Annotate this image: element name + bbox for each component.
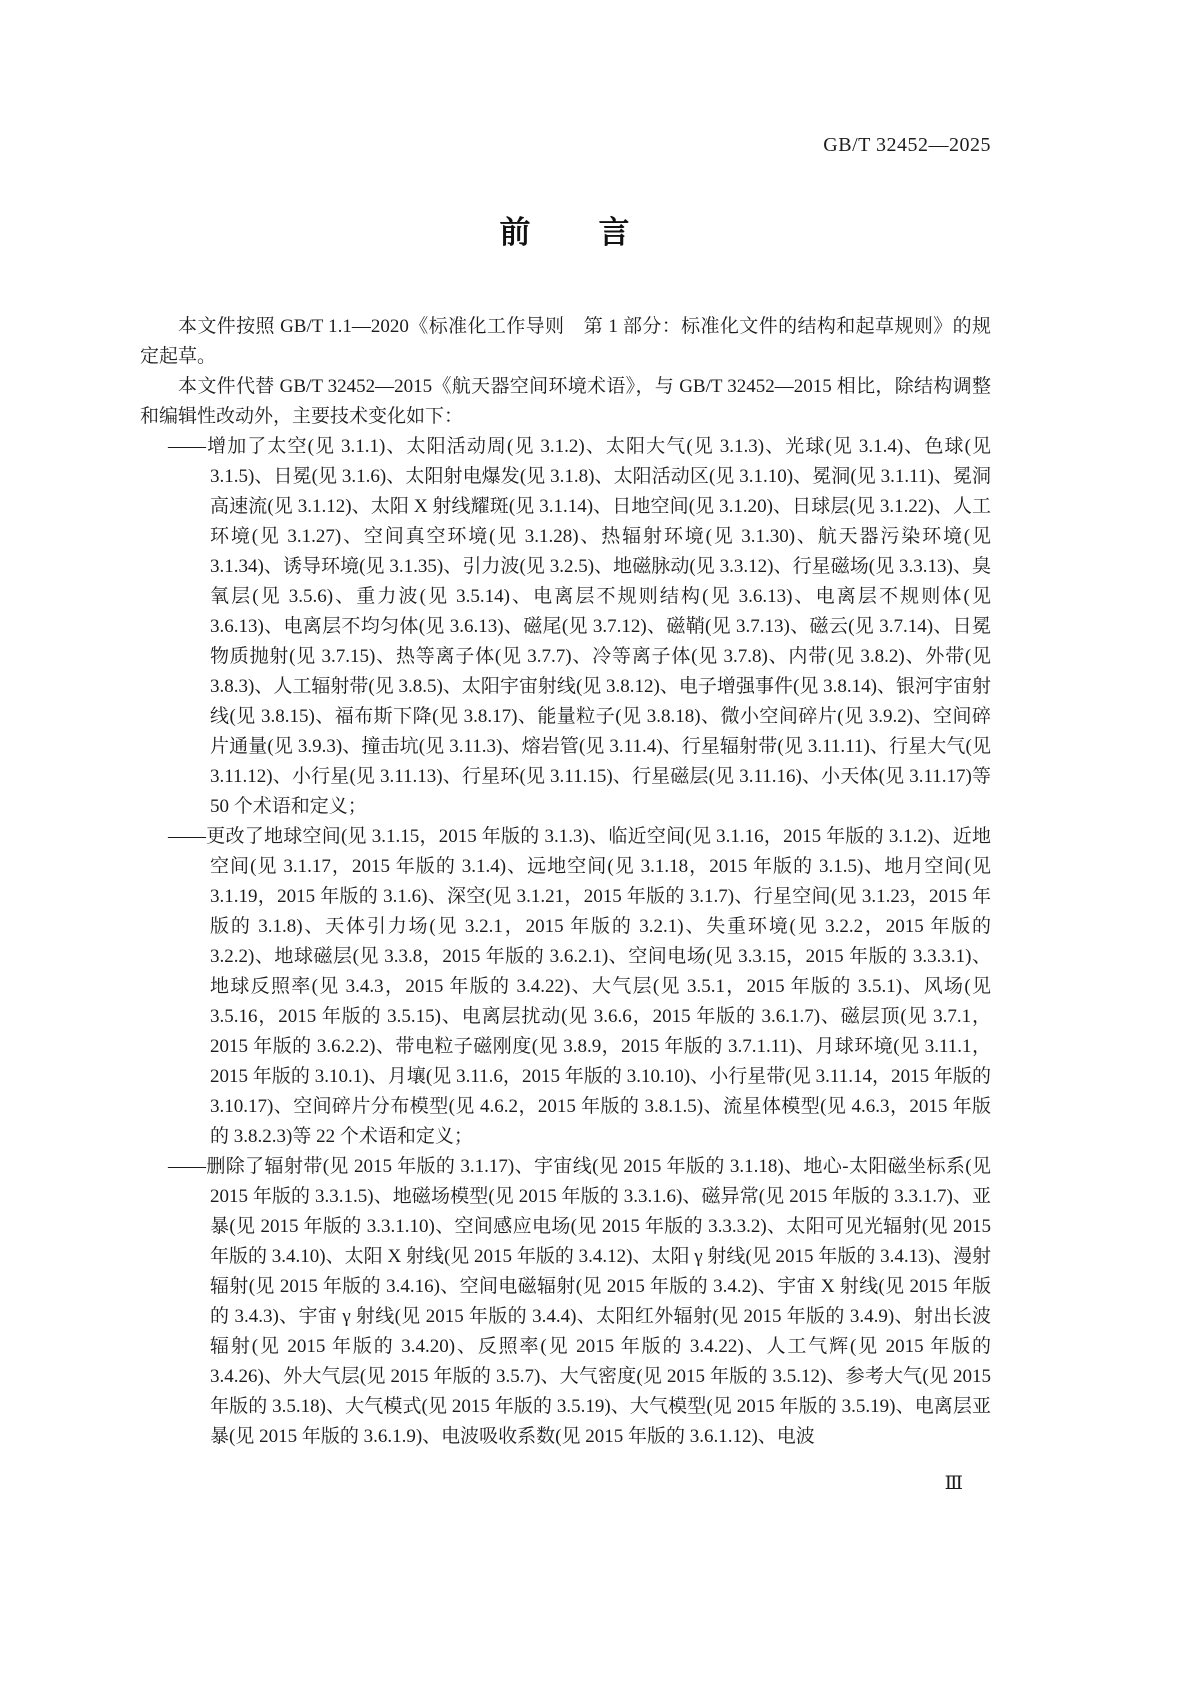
change-item-modified-terms: ——更改了地球空间(见 3.1.15，2015 年版的 3.1.3)、临近空间(见 3.1.16，2015 年版的 3.1.2)、近地空间(见 3.1.17，2015 年版的 3.1.4)、远地空间(见 3.1.18，2015 年版的 3.1.5)、地月空间(见 3.1.19，2015 年版的 3.1.6)、深空(见 3.1.21，2015 年版的 3.1.7)、行星空间(见 3.1.23，2015 年版的 3.1.8)、天体引力场(见 3.2.1，2015 年版的 3.2.1)、失重环境(见 3.2.2，2015 年版的 3.2.2)、地球磁层(见 3.3.8，2015 年版的 3.6.2.1)、空间电场(见 3.3.15，2015 年版的 3.3.3.1)、地球反照率(见 3.4.3，2015 年版的 3.4.22)、大气层(见 3.5.1，2015 年版的 3.5.1)、风场(见 3.5.16，2015 年版的 3.5.15)、电离层扰动(见 3.6.6，2015 年版的 3.6.1.7)、磁层顶(见 3.7.1，2015 年版的 3.6.2.2)、带电粒子磁刚度(见 3.8.9，2015 年版的 3.7.1.11)、月球环境(见 3.11.1，2015 年版的 3.10.1)、月壤(见 3.11.6，2015 年版的 3.10.10)、小行星带(见 3.11.14，2015 年版的 3.10.17)、空间碎片分布模型(见 4.6.2，2015 年版的 3.8.1.5)、流星体模型(见 4.6.3，2015 年版的 3.8.2.3)等 22 个术语和定义；	[168, 826, 991, 1147]
change-item-added-terms: ——增加了太空(见 3.1.1)、太阳活动周(见 3.1.2)、太阳大气(见 3.1.3)、光球(见 3.1.4)、色球(见 3.1.5)、日冕(见 3.1.6)、太阳射电爆发(见 3.1.8)、太阳活动区(见 3.1.10)、冕洞(见 3.1.11)、冕洞高速流(见 3.1.12)、太阳 X 射线耀斑(见 3.1.14)、日地空间(见 3.1.20)、日球层(见 3.1.22)、人工环境(见 3.1.27)、空间真空环境(见 3.1.28)、热辐射环境(见 3.1.30)、航天器污染环境(见 3.1.34)、诱导环境(见 3.1.35)、引力波(见 3.2.5)、地磁脉动(见 3.3.12)、行星磁场(见 3.3.13)、臭氧层(见 3.5.6)、重力波(见 3.5.14)、电离层不规则结构(见 3.6.13)、电离层不规则体(见 3.6.13)、电离层不均匀体(见 3.6.13)、磁尾(见 3.7.12)、磁鞘(见 3.7.13)、磁云(见 3.7.14)、日冕物质抛射(见 3.7.15)、热等离子体(见 3.7.7)、冷等离子体(见 3.7.8)、内带(见 3.8.2)、外带(见 3.8.3)、人工辐射带(见 3.8.5)、太阳宇宙射线(见 3.8.12)、电子增强事件(见 3.8.14)、银河宇宙射线(见 3.8.15)、福布斯下降(见 3.8.17)、能量粒子(见 3.8.18)、微小空间碎片(见 3.9.2)、空间碎片通量(见 3.9.3)、撞击坑(见 3.11.3)、熔岩管(见 3.11.4)、行星辐射带(见 3.11.11)、行星大气(见 3.11.12)、小行星(见 3.11.13)、行星环(见 3.11.15)、行星磁层(见 3.11.16)、小天体(见 3.11.17)等 50 个术语和定义；	[168, 436, 991, 817]
intro-paragraph-replacement: 本文件代替 GB/T 32452—2015《航天器空间环境术语》，与 GB/T 32452—2015 相比，除结构调整和编辑性改动外，主要技术变化如下：	[140, 376, 991, 427]
standard-number: GB/T 32452—2025	[823, 134, 991, 156]
page-number: Ⅲ	[944, 1473, 963, 1494]
foreword-body	[140, 312, 991, 1452]
page-content	[140, 0, 991, 1452]
technical-changes-list	[140, 432, 991, 1452]
foreword-title: 前 言	[499, 215, 632, 250]
change-item-deleted-terms: ——删除了辐射带(见 2015 年版的 3.1.17)、宇宙线(见 2015 年版的 3.1.18)、地心-太阳磁坐标系(见 2015 年版的 3.3.1.5)、地磁场模型(见 2015 年版的 3.3.1.6)、磁异常(见 2015 年版的 3.3.1.7)、亚暴(见 2015 年版的 3.3.1.10)、空间感应电场(见 2015 年版的 3.3.3.2)、太阳可见光辐射(见 2015 年版的 3.4.10)、太阳 X 射线(见 2015 年版的 3.4.12)、太阳 γ 射线(见 2015 年版的 3.4.13)、漫射辐射(见 2015 年版的 3.4.16)、空间电磁辐射(见 2015 年版的 3.4.2)、宇宙 X 射线(见 2015 年版的 3.4.3)、宇宙 γ 射线(见 2015 年版的 3.4.4)、太阳红外辐射(见 2015 年版的 3.4.9)、射出长波辐射(见 2015 年版的 3.4.20)、反照率(见 2015 年版的 3.4.22)、人工气辉(见 2015 年版的 3.4.26)、外大气层(见 2015 年版的 3.5.7)、大气密度(见 2015 年版的 3.5.12)、参考大气(见 2015 年版的 3.5.18)、大气模式(见 2015 年版的 3.5.19)、大气模型(见 2015 年版的 3.5.19)、电离层亚暴(见 2015 年版的 3.6.1.9)、电波吸收系数(见 2015 年版的 3.6.1.12)、电波	[168, 1156, 991, 1447]
intro-paragraph-basis: 本文件按照 GB/T 1.1—2020《标准化工作导则 第 1 部分：标准化文件的结构和起草规则》的规定起草。	[140, 316, 991, 367]
